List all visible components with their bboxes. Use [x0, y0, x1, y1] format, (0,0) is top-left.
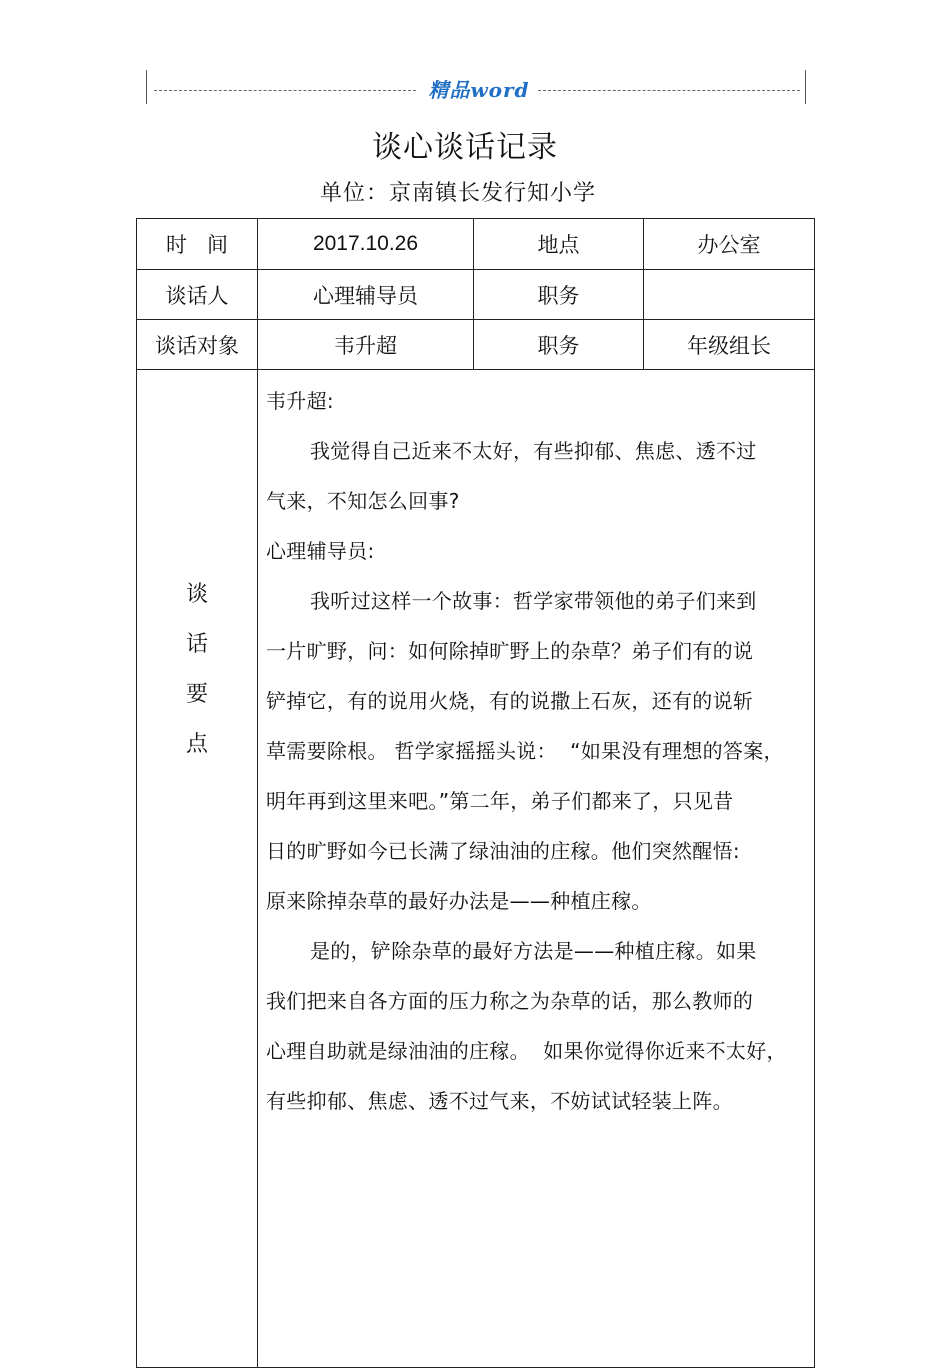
content-line: 原来除掉杂草的最好办法是——种植庄稼。 — [266, 889, 652, 913]
content-line: 我听过这样一个故事：哲学家带领他的弟子们来到 — [310, 589, 757, 613]
target-position-value: 年级组长 — [644, 320, 815, 370]
row-speaker — [137, 270, 815, 320]
banner-left-border — [146, 70, 147, 104]
time-value: 2017.10.26 — [258, 219, 474, 270]
speaker-position-value — [644, 270, 815, 320]
document-title: 谈心谈话记录 — [372, 130, 558, 165]
content-line: 铲掉它，有的说用火烧，有的说撒上石灰，还有的说斩 — [266, 689, 754, 713]
header-banner — [146, 70, 806, 104]
content-line: 草需要除根。 哲学家摇摇头说： “如果没有理想的答案， — [266, 739, 784, 763]
label-key-points-char: 要 — [185, 682, 208, 707]
banner-right-dashed-line — [538, 90, 800, 91]
content-line: 气来，不知怎么回事? — [266, 489, 460, 513]
speaker-name-line: 韦升超: — [266, 389, 334, 413]
banner-right-border — [805, 70, 806, 104]
label-key-points — [137, 370, 258, 1368]
content-line: 日的旷野如今已长满了绿油油的庄稼。他们突然醒悟: — [266, 839, 740, 863]
label-key-points-char: 谈 — [185, 582, 208, 607]
label-target-position: 职务 — [474, 320, 644, 370]
content-line: 明年再到这里来吧。”第二年，弟子们都来了，只见昔 — [266, 789, 734, 813]
speaker-value: 心理辅导员 — [258, 270, 474, 320]
content-line: 是的，铲除杂草的最好方法是——种植庄稼。如果 — [310, 939, 757, 963]
key-points-content — [258, 370, 815, 1368]
content-line: 我觉得自己近来不太好，有些抑郁、焦虑、透不过 — [310, 439, 757, 463]
content-line: 我们把来自各方面的压力称之为杂草的话，那么教师的 — [266, 989, 754, 1013]
label-key-points-char: 话 — [185, 632, 208, 657]
content-line: 心理自助就是绿油油的庄稼。 如果你觉得你近来不太好， — [266, 1039, 787, 1063]
speaker-name-line: 心理辅导员: — [266, 539, 375, 563]
label-target: 谈话对象 — [137, 320, 258, 370]
label-key-points-char: 点 — [185, 732, 208, 757]
label-time: 时 间 — [137, 219, 258, 270]
row-key-points — [137, 370, 815, 1368]
record-table — [136, 218, 815, 1368]
banner-left-dashed-line — [154, 90, 416, 91]
label-speaker-position: 职务 — [474, 270, 644, 320]
document-unit: 单位：京南镇长发行知小学 — [319, 181, 596, 206]
label-place: 地点 — [474, 219, 644, 270]
content-line: 一片旷野，问：如何除掉旷野上的杂草？弟子们有的说 — [266, 639, 754, 663]
label-speaker: 谈话人 — [137, 270, 258, 320]
target-value: 韦升超 — [258, 320, 474, 370]
row-time — [137, 219, 815, 270]
content-line: 有些抑郁、焦虑、透不过气来，不妨试试轻装上阵。 — [266, 1089, 733, 1113]
row-target — [137, 320, 815, 370]
place-value: 办公室 — [644, 219, 815, 270]
banner-logo: 精品word — [428, 78, 530, 102]
